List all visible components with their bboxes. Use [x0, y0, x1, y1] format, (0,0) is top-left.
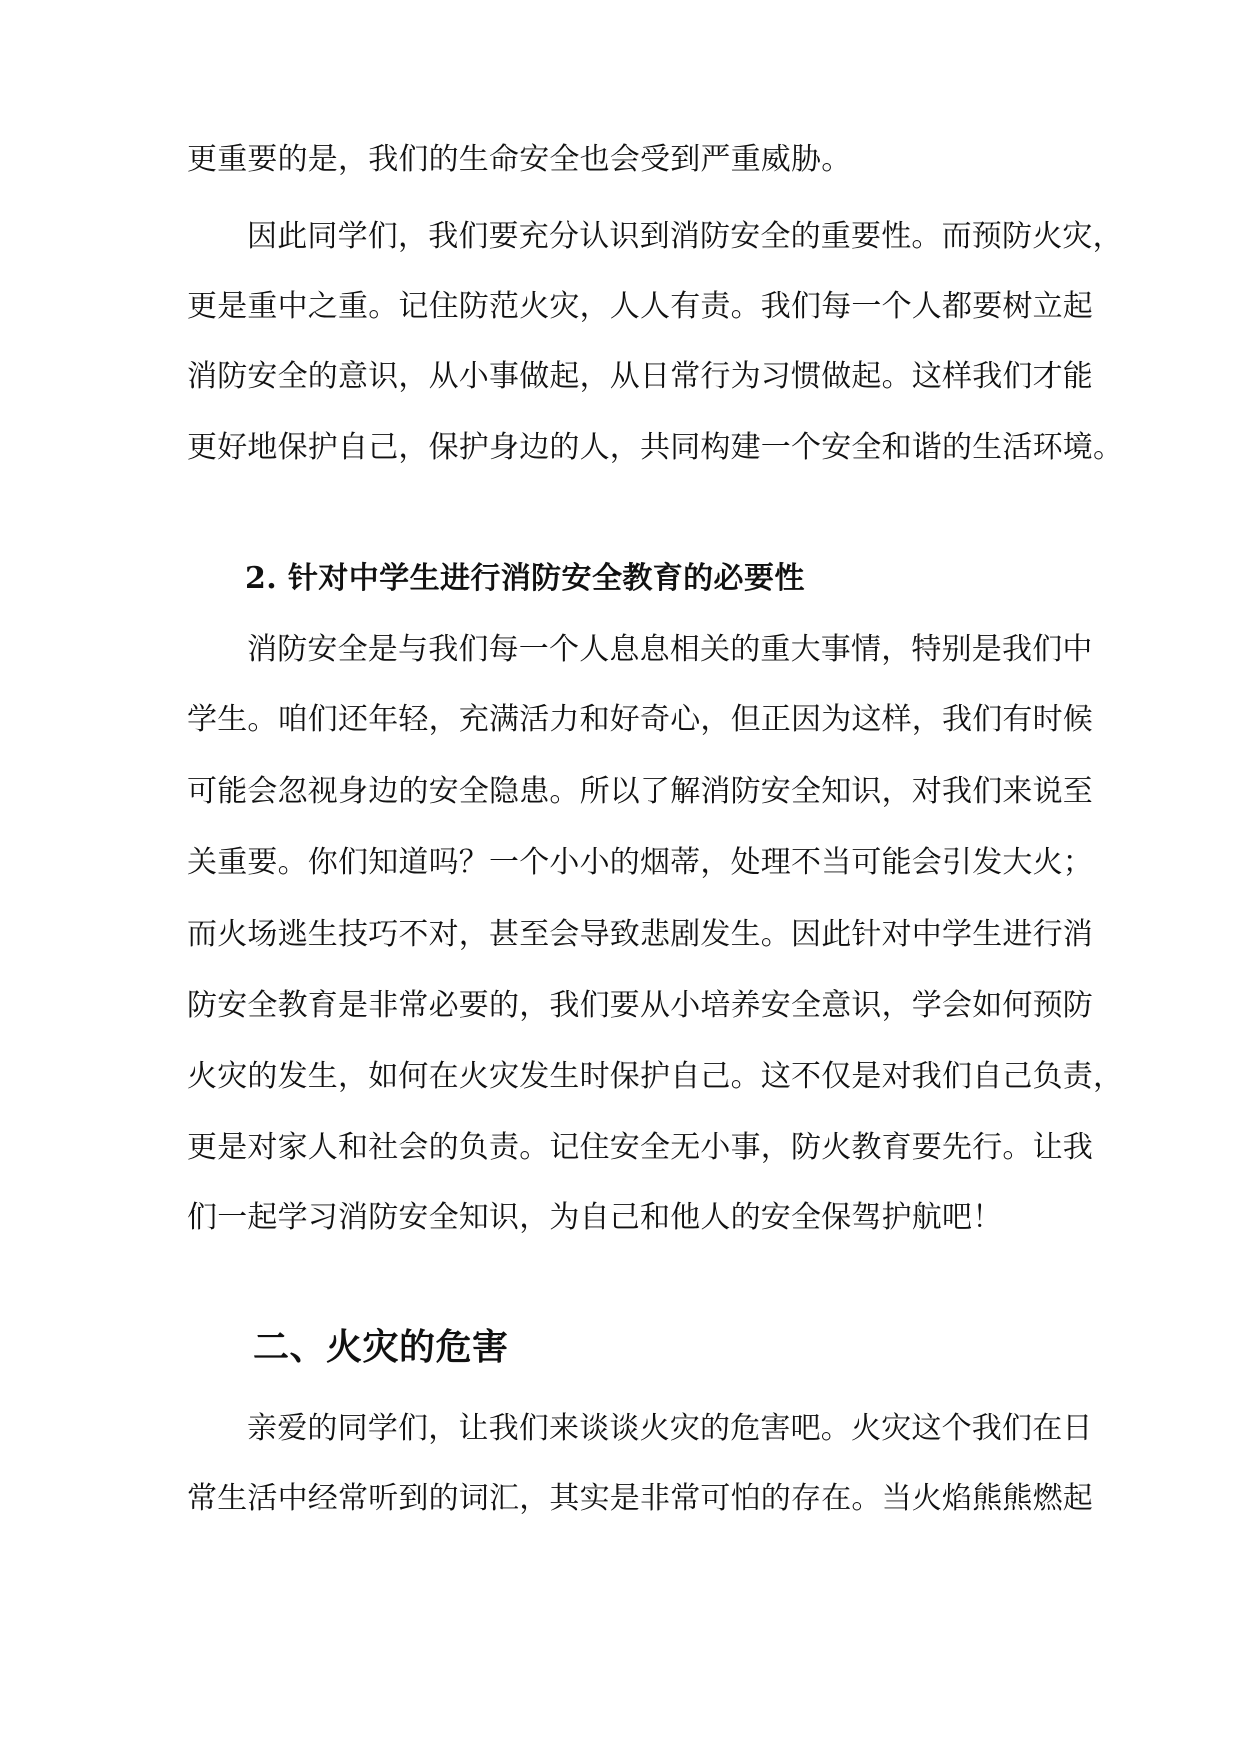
- paragraph-line: 更重要的是，我们的生命安全也会受到严重威胁。: [187, 142, 852, 177]
- paragraph-line: 亲爱的同学们，让我们来谈谈火灾的危害吧。火灾这个我们在日: [247, 1411, 1093, 1446]
- paragraph-line: 火灾的发生，如何在火灾发生时保护自己。这不仅是对我们自己负责，: [187, 1059, 1124, 1094]
- chapter-heading: 二、火灾的危害: [253, 1326, 509, 1368]
- paragraph-line: 因此同学们，我们要充分认识到消防安全的重要性。而预防火灾，: [247, 219, 1123, 254]
- section-heading: 2. 针对中学生进行消防安全教育的必要性: [245, 561, 805, 596]
- paragraph-line: 消防安全是与我们每一个人息息相关的重大事情，特别是我们中: [247, 632, 1093, 667]
- paragraph-line: 关重要。你们知道吗？一个小小的烟蒂，处理不当可能会引发大火；: [187, 845, 1093, 880]
- paragraph-line: 防安全教育是非常必要的，我们要从小培养安全意识，学会如何预防: [187, 988, 1093, 1023]
- paragraph-line: 学生。咱们还年轻，充满活力和好奇心，但正因为这样，我们有时候: [187, 702, 1093, 737]
- paragraph-line: 更是重中之重。记住防范火灾，人人有责。我们每一个人都要树立起: [187, 289, 1093, 324]
- paragraph-line: 而火场逃生技巧不对，甚至会导致悲剧发生。因此针对中学生进行消: [187, 917, 1093, 952]
- paragraph-line: 常生活中经常听到的词汇，其实是非常可怕的存在。当火焰熊熊燃起: [187, 1481, 1093, 1516]
- paragraph-line: 可能会忽视身边的安全隐患。所以了解消防安全知识，对我们来说至: [187, 774, 1093, 809]
- paragraph-line: 们一起学习消防安全知识，为自己和他人的安全保驾护航吧！: [187, 1200, 1003, 1235]
- paragraph-line: 消防安全的意识，从小事做起，从日常行为习惯做起。这样我们才能: [187, 359, 1093, 394]
- paragraph-line: 更好地保护自己，保护身边的人，共同构建一个安全和谐的生活环境。: [187, 430, 1124, 465]
- paragraph-line: 更是对家人和社会的负责。记住安全无小事，防火教育要先行。让我: [187, 1130, 1093, 1165]
